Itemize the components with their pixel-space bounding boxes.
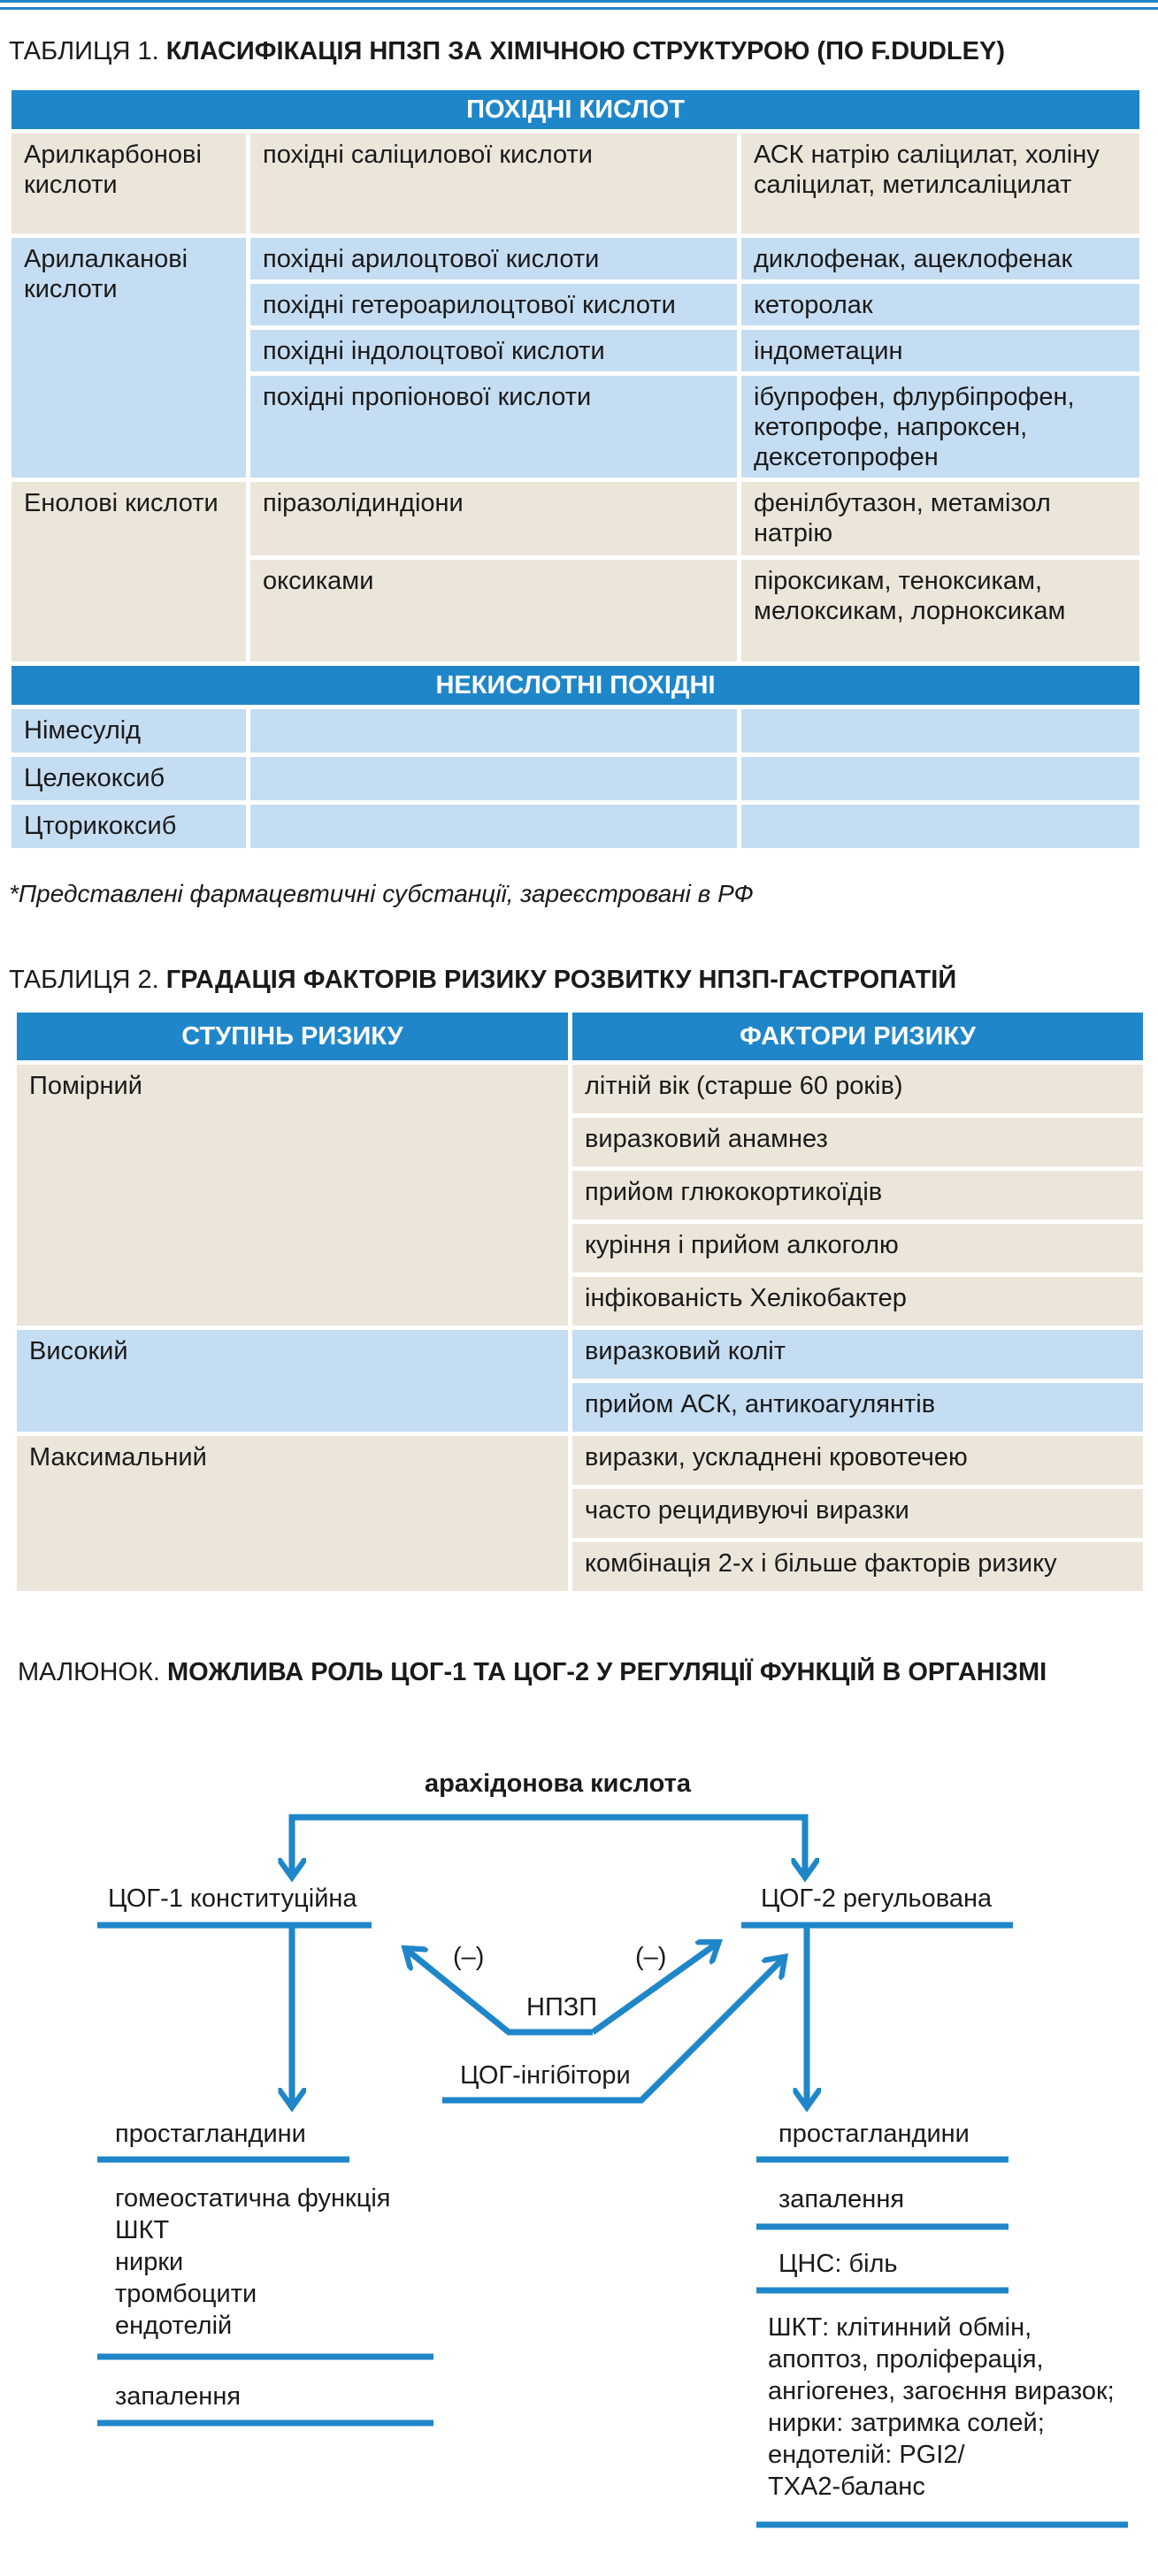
subgroup-cell: похідні гетероарилоцтової кислоти [249, 282, 740, 328]
left-function-item: ендотелій [115, 2312, 233, 2340]
drugs-cell: кеторолак [740, 282, 1142, 328]
table2 [12, 1008, 1147, 1595]
nonacid-name: Цторикоксиб [10, 803, 249, 851]
subgroup-cell: піразолідиндіони [249, 480, 740, 558]
risk-factor: літній вік (старше 60 років) [571, 1063, 1146, 1116]
nonacid-name: Целекоксиб [10, 755, 249, 803]
table2-caption-title: ГРАДАЦІЯ ФАКТОРІВ РИЗИКУ РОЗВИТКУ НПЗП-ГАСТРОПАТІЙ [165, 966, 957, 994]
inhibition-sign-left: (–) [453, 1943, 485, 1971]
left-function-item: ШКТ [115, 2216, 170, 2244]
risk-level: Максимальний [15, 1434, 571, 1594]
right-function-item: ТХА2-баланс [768, 2473, 925, 2501]
cox2-label: ЦОГ-2 регульована [761, 1884, 993, 1913]
group-name: Арилкарбонові кислоти [10, 132, 249, 236]
figure-caption-lead: МАЛЮНОК. [18, 1658, 167, 1686]
inhibition-sign-right: (–) [635, 1943, 667, 1971]
top-rule-2 [0, 7, 1158, 10]
risk-factor: виразковий анамнез [571, 1116, 1146, 1169]
drugs-cell: диклофенак, ацеклофенак [740, 236, 1142, 282]
right-function-item: ШКТ: клітинний обмін, [768, 2313, 1032, 2342]
risk-factor: виразки, ускладнені кровотечею [571, 1434, 1146, 1487]
drugs-cell: ібупрофен, флурбіпрофен, кетопрофе, напроксен, дексетопрофен [740, 374, 1142, 480]
figure-caption [18, 1658, 1047, 1687]
group-name: Арилалканові кислоти [10, 236, 249, 480]
left-function-item: нирки [115, 2248, 184, 2276]
risk-level: Помірний [15, 1063, 571, 1328]
right-function-item: ангіогенез, загоєння виразок; [768, 2377, 1115, 2405]
table2-col1-header: СТУПІНЬ РИЗИКУ [15, 1011, 571, 1063]
table1 [7, 86, 1144, 852]
left-function-item: тромбоцити [115, 2280, 257, 2308]
left-functions [115, 2182, 391, 2342]
risk-factor: прийом АСК, антикоагулянтів [571, 1381, 1146, 1434]
drugs-cell: фенілбутазон, метамізол натрію [740, 480, 1142, 558]
risk-level: Високий [15, 1328, 571, 1434]
table1-section-nonacid: НЕКИСЛОТНІ ПОХІДНІ [10, 664, 1142, 707]
table2-col2-header: ФАКТОРИ РИЗИКУ [571, 1011, 1146, 1063]
risk-factor: виразковий коліт [571, 1328, 1146, 1381]
group-name: Енолові кислоти [10, 480, 249, 664]
subgroup-cell: похідні індолоцтової кислоти [249, 328, 740, 374]
arachidonic-acid-label: арахідонова кислота [425, 1770, 691, 1798]
table2-caption [9, 966, 956, 995]
table1-section-acid: ПОХІДНІ КИСЛОТ [10, 88, 1142, 132]
table1-caption-title: КЛАСИФІКАЦІЯ НПЗП ЗА ХІМІЧНОЮ СТРУКТУРОЮ (ПО F.DUDLEY) [165, 37, 1005, 65]
right-cns: ЦНС: біль [778, 2250, 898, 2278]
subgroup-cell: похідні саліцилової кислоти [249, 132, 740, 236]
right-function-item: апоптоз, проліферація, [768, 2345, 1044, 2373]
risk-factor: куріння і прийом алкоголю [571, 1222, 1146, 1275]
drugs-cell: АСК натрію саліцилат, холіну саліцилат, метилсаліцилат [740, 132, 1142, 236]
risk-factor: часто рецидивуючі виразки [571, 1487, 1146, 1540]
nonacid-name: Німесулід [10, 707, 249, 755]
drugs-cell: піроксикам, теноксикам, мелоксикам, лорноксикам [740, 558, 1142, 664]
cox-inhibitors-label: ЦОГ-інгібітори [460, 2061, 631, 2090]
drugs-cell: індометацин [740, 328, 1142, 374]
left-prostaglandins: простагландини [115, 2120, 306, 2148]
right-inflammation: запалення [778, 2185, 905, 2213]
table2-caption-lead: ТАБЛИЦЯ 2. [9, 966, 166, 994]
cox1-label: ЦОГ-1 конституційна [108, 1884, 357, 1913]
nsaid-label: НПЗП [526, 1993, 598, 2022]
right-prostaglandins: простагландини [778, 2120, 970, 2148]
left-function-item: гомеостатична функція [115, 2184, 391, 2213]
table1-caption [9, 37, 1005, 66]
risk-factor: комбінація 2-х і більше факторів ризику [571, 1540, 1146, 1594]
figure-caption-title: МОЖЛИВА РОЛЬ ЦОГ-1 ТА ЦОГ-2 У РЕГУЛЯЦІЇ ФУНКЦІЙ В ОРГАНІЗМІ [166, 1658, 1047, 1686]
table1-caption-lead: ТАБЛИЦЯ 1. [9, 37, 166, 65]
subgroup-cell: похідні арилоцтової кислоти [249, 236, 740, 282]
risk-factor: прийом глюкокортикоїдів [571, 1169, 1146, 1222]
left-inflammation: запалення [115, 2382, 242, 2411]
right-functions [768, 2312, 1115, 2503]
right-function-item: ендотелій: PGI2/ [768, 2441, 965, 2469]
table1-note: *Представлені фармацевтичні субстанції, зареєстровані в РФ [9, 880, 754, 907]
risk-factor: інфікованість Хелікобактер [571, 1275, 1146, 1328]
subgroup-cell: оксиками [249, 558, 740, 664]
top-connector [292, 1817, 805, 1857]
right-function-item: нирки: затримка солей; [768, 2409, 1045, 2437]
subgroup-cell: похідні пропіонової кислоти [249, 374, 740, 480]
top-rule [0, 0, 1158, 3]
